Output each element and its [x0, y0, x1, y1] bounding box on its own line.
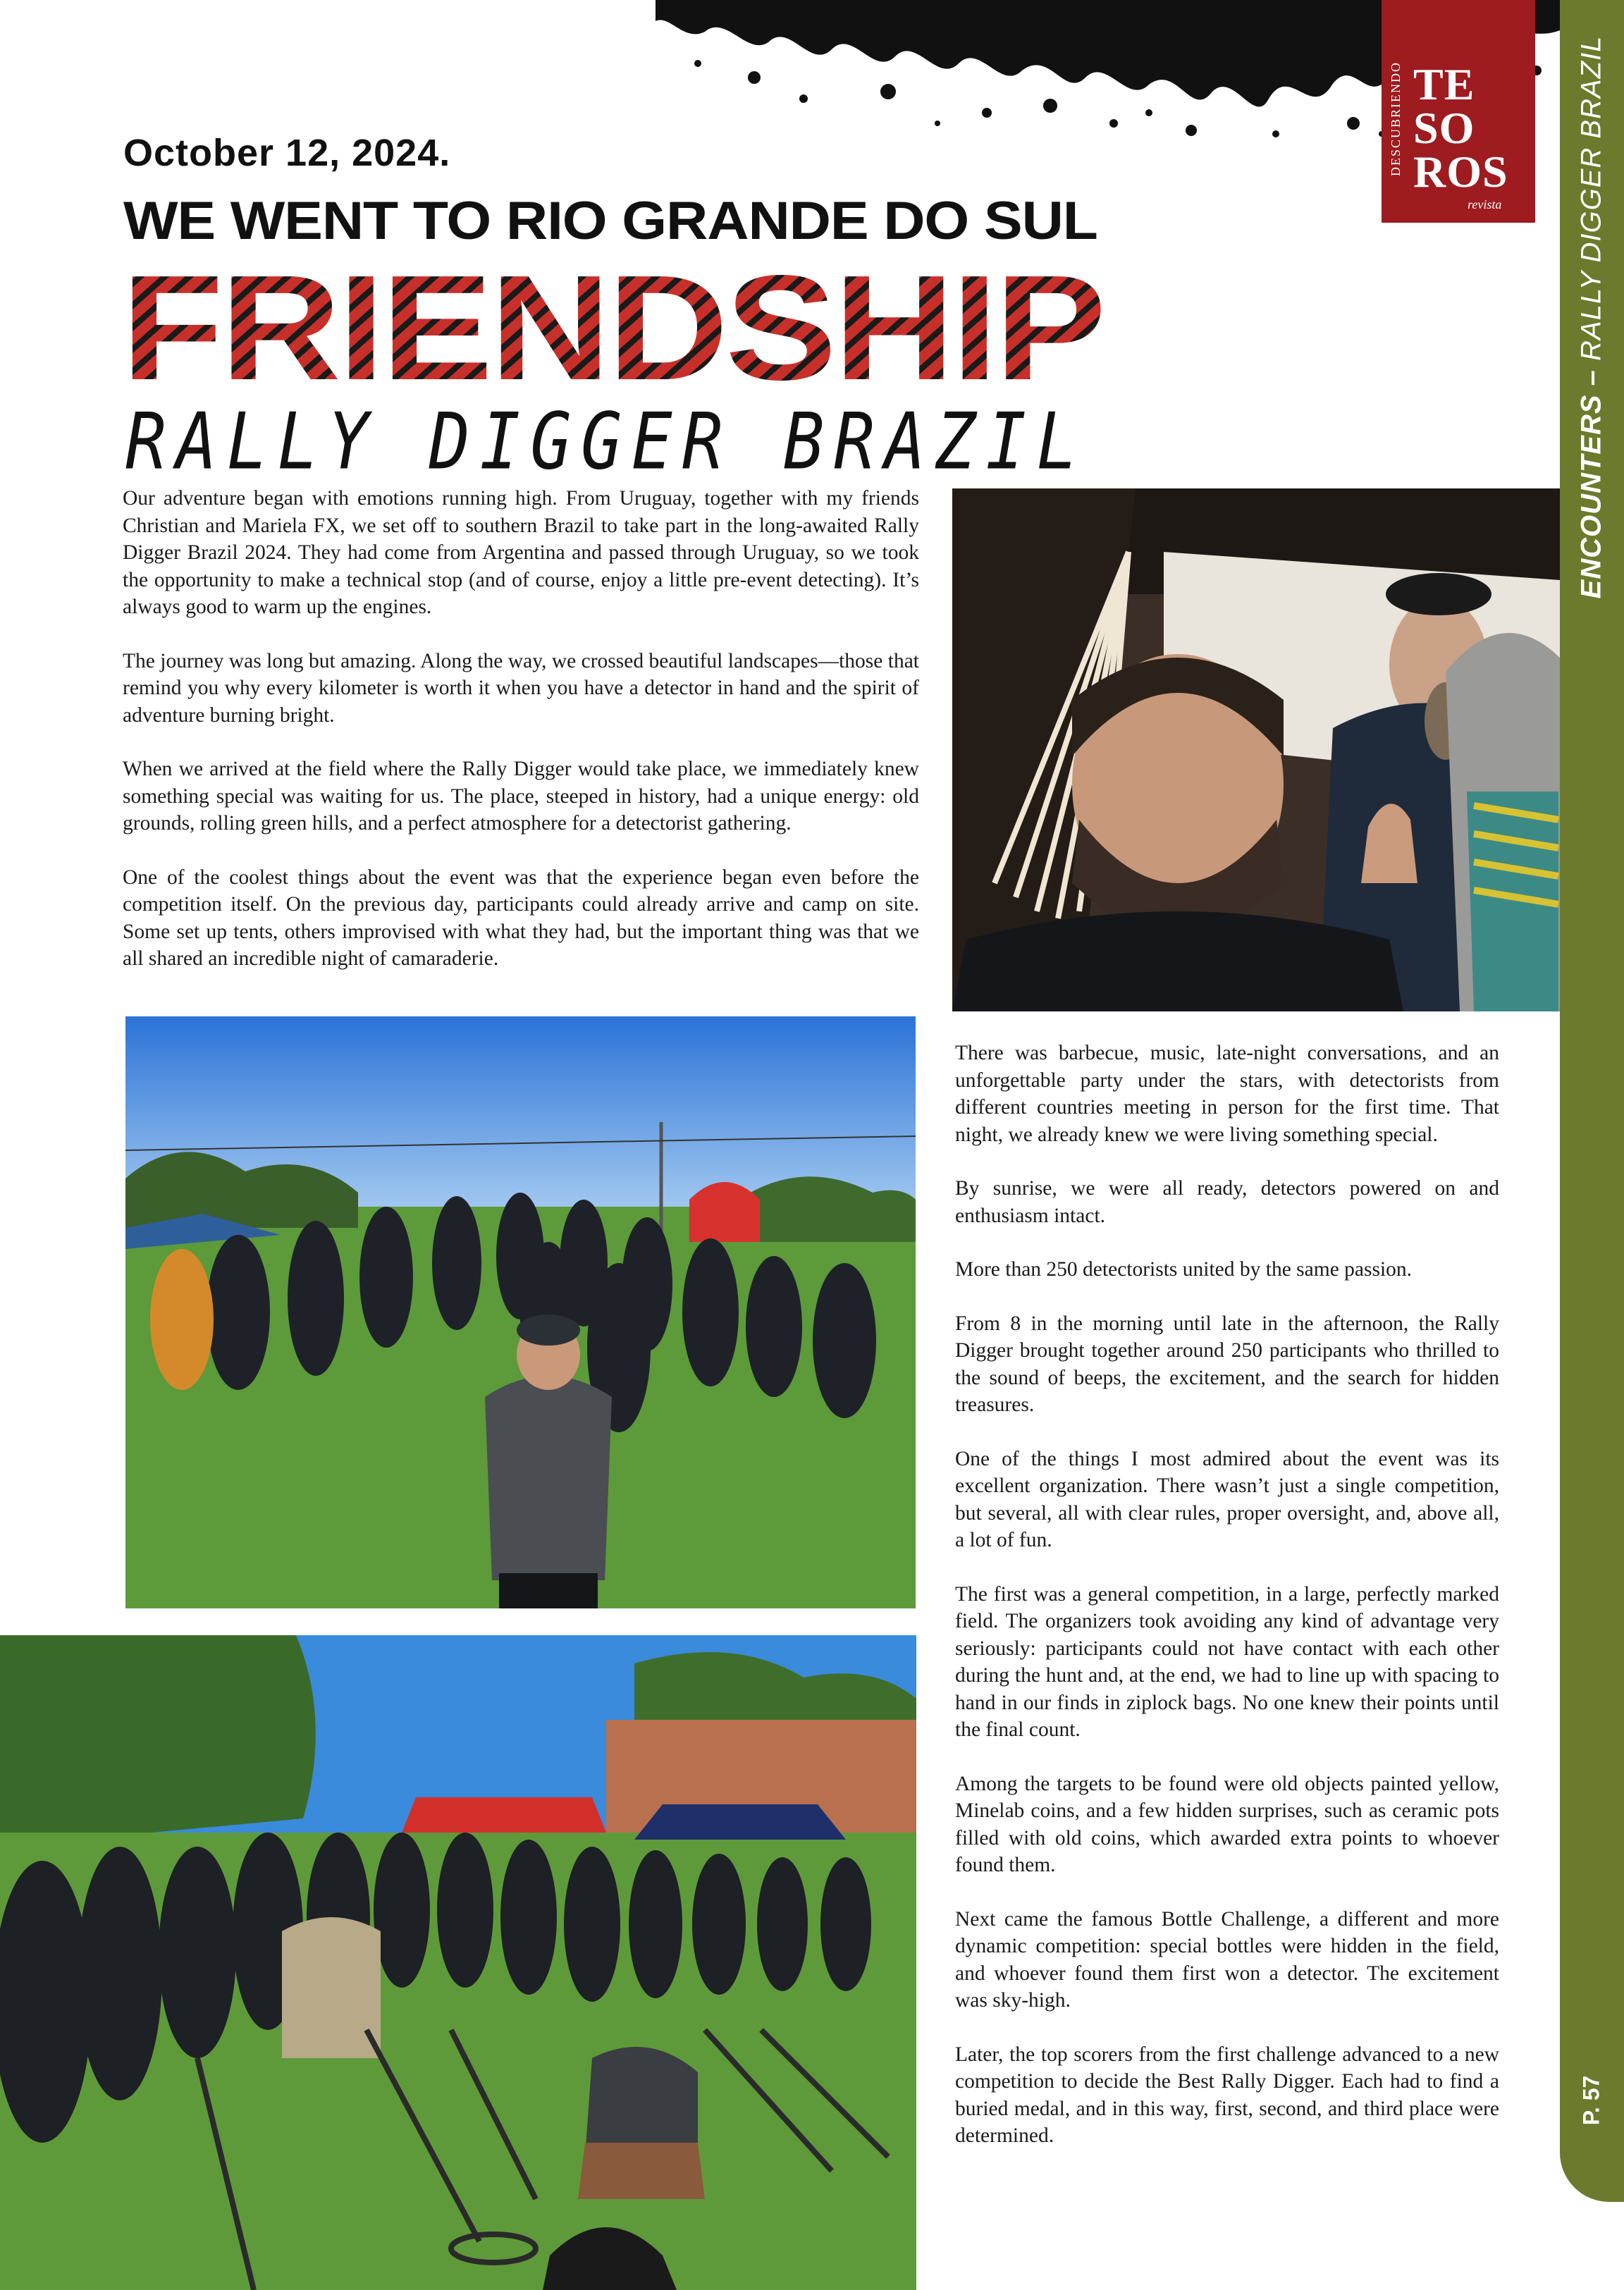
- paragraph: From 8 in the morning until late in the afternoon, the Rally Digger brought together around 250 participants who thrilled to the sound of beeps, the excitement, and the search for hidden treasures.: [955, 1312, 1499, 1416]
- crowd-tents-photo: [0, 1635, 916, 2290]
- section-label: [1576, 36, 1608, 599]
- logo-row-2: SO: [1413, 103, 1475, 153]
- left-text-column: [123, 485, 919, 999]
- paragraph: The first was a general competition, in a large, perfectly marked field. The organizers took avoiding any kind of advantage very seriously: participants could not have contact with each other during the hunt and, at the end, we had to line up with spacing to hand in our finds in ziplock bags. No one knew their points until the final count.: [955, 1582, 1499, 1741]
- paragraph: The journey was long but amazing. Along the way, we crossed beautiful landscapes—those that remind you why every kilometer is worth it when you have a detector in hand and the spirit of adventure burning bright.: [123, 649, 919, 727]
- logo-side-text: DESCUBRIENDO: [1389, 61, 1403, 176]
- crowd-field-photo: [125, 1016, 916, 1608]
- selfie-photo: [952, 488, 1560, 1011]
- article-subtitle: WE WENT TO RIO GRANDE DO SUL: [123, 191, 1097, 251]
- page-number: P. 57: [1578, 2075, 1604, 2126]
- magazine-logo: [1382, 0, 1535, 223]
- paragraph: By sunrise, we were all ready, detectors powered on and enthusiasm intact.: [955, 1177, 1499, 1227]
- logo-row-1: TE: [1413, 59, 1475, 109]
- paragraph: One of the things I most admired about the event was its excellent organization. There wasn’t just a single competition, but several, all with clear rules, proper oversight, and, above all, a lot of fun.: [955, 1447, 1499, 1551]
- section-topic: RALLY DIGGER BRAZIL: [1575, 35, 1607, 361]
- event-name: RALLY DIGGER BRAZIL: [125, 396, 1088, 487]
- paragraph: Our adventure began with emotions running high. From Uruguay, together with my friends Christian and Mariela FX, we set off to southern Brazil to take part in the long-awaited Rally Digger Brazil 2024. They had come from Argentina and passed through Uruguay, so we took the opportunity to make a technical stop (and of course, enjoy a little pre-event detecting). It’s always good to warm up the engines.: [123, 487, 919, 618]
- article-title: FRIENDSHIP: [121, 244, 1104, 411]
- section-separator: –: [1575, 360, 1607, 395]
- logo-row-3: ROS: [1413, 147, 1508, 197]
- logo-subtitle: revista: [1468, 197, 1502, 211]
- paragraph: One of the coolest things about the event was that the experience began even before the competition itself. On the previous day, participants could already arrive and camp on site. Some set up tents, others improvised with what they had, but the important thing was that we all shared an incredible night of camaraderie.: [123, 866, 919, 970]
- paragraph: When we arrived at the field where the Rally Digger would take place, we immediately knew something special was waiting for us. The place, steeped in history, had a unique energy: old grounds, rolling green hills, and a perfect atmosphere for a detectorist gathering.: [123, 758, 919, 835]
- paragraph: Next came the famous Bottle Challenge, a different and more dynamic competition: special bottles were hidden in the field, and whoever found them first won a detector. The excitement was sky-high.: [955, 1907, 1499, 2012]
- paragraph: More than 250 detectorists united by the same passion.: [955, 1258, 1413, 1281]
- paragraph: Among the targets to be found were old objects painted yellow, Minelab coins, and a few hidden surprises, such as ceramic pots filled with old coins, which awarded extra points to whoever found them.: [955, 1772, 1499, 1876]
- right-text-column: [955, 1040, 1499, 2177]
- article-date: October 12, 2024.: [123, 132, 451, 174]
- paragraph: Later, the top scorers from the first challenge advanced to a new competition to decide the Best Rally Digger. Each had to find a buried medal, and in this way, first, second, and third place were determined.: [955, 2043, 1499, 2147]
- paragraph: There was barbecue, music, late-night conversations, and an unforgettable party under the stars, with detectorists from different countries meeting in person for the first time. That night, we already knew we were living something special.: [955, 1042, 1499, 1146]
- section-name: ENCOUNTERS: [1575, 394, 1607, 599]
